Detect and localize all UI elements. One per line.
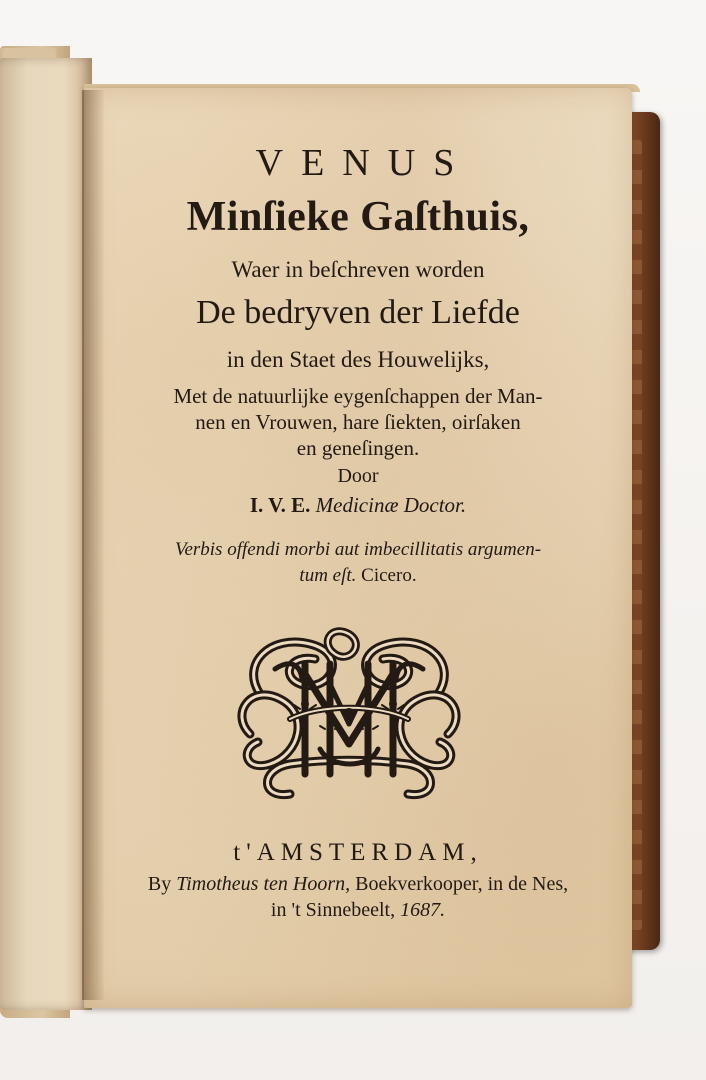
imprint-year: 1687. (400, 899, 446, 921)
body-line-3: en geneſingen. (296, 436, 420, 460)
quote-line-2 (84, 566, 632, 585)
title-page (84, 88, 632, 1008)
imprint-by: By (147, 873, 172, 895)
imprint-rest-2: in 't Sinnebeelt, (270, 899, 396, 921)
author-line (84, 495, 632, 516)
title-venus: VENUS (255, 142, 473, 184)
door-label: Door (337, 465, 379, 487)
quote-line-1: Verbis offendi morbi aut imbecillitatis argumen- (174, 539, 542, 560)
author-degree: Medicinæ Doctor. (315, 493, 467, 517)
book-gutter-shadow (82, 90, 104, 1000)
printer-monogram-ornament (230, 624, 468, 804)
imprint-line-2 (84, 900, 632, 920)
imprint-line-1 (84, 874, 632, 894)
imprint-printer: Timotheus ten Hoorn, (176, 873, 351, 895)
facing-page (0, 58, 92, 1010)
quote-line-2-text: tum eſt. (299, 565, 357, 586)
quote-author: Cicero. (361, 565, 417, 586)
subtitle-staet: in den Staet des Houwelijks, (226, 347, 490, 372)
subtitle-bedryven: De bedryven der Liefde (196, 294, 520, 331)
body-line-2: nen en Vrouwen, hare ſiekten, oirſaken (195, 410, 521, 434)
body-line-1: Met de natuurlijke eygenſchappen der Man- (173, 384, 543, 408)
title-text-block (84, 88, 632, 1008)
title-minsieke-gasthuis: Minſieke Gaſthuis, (186, 194, 530, 240)
author-initials: I. V. E. (249, 493, 311, 517)
imprint-rest-1: Boekverkooper, in de Nes, (355, 873, 569, 895)
subtitle-waer: Waer in beſchreven worden (231, 257, 485, 282)
imprint-city: t'AMSTERDAM, (233, 839, 483, 866)
